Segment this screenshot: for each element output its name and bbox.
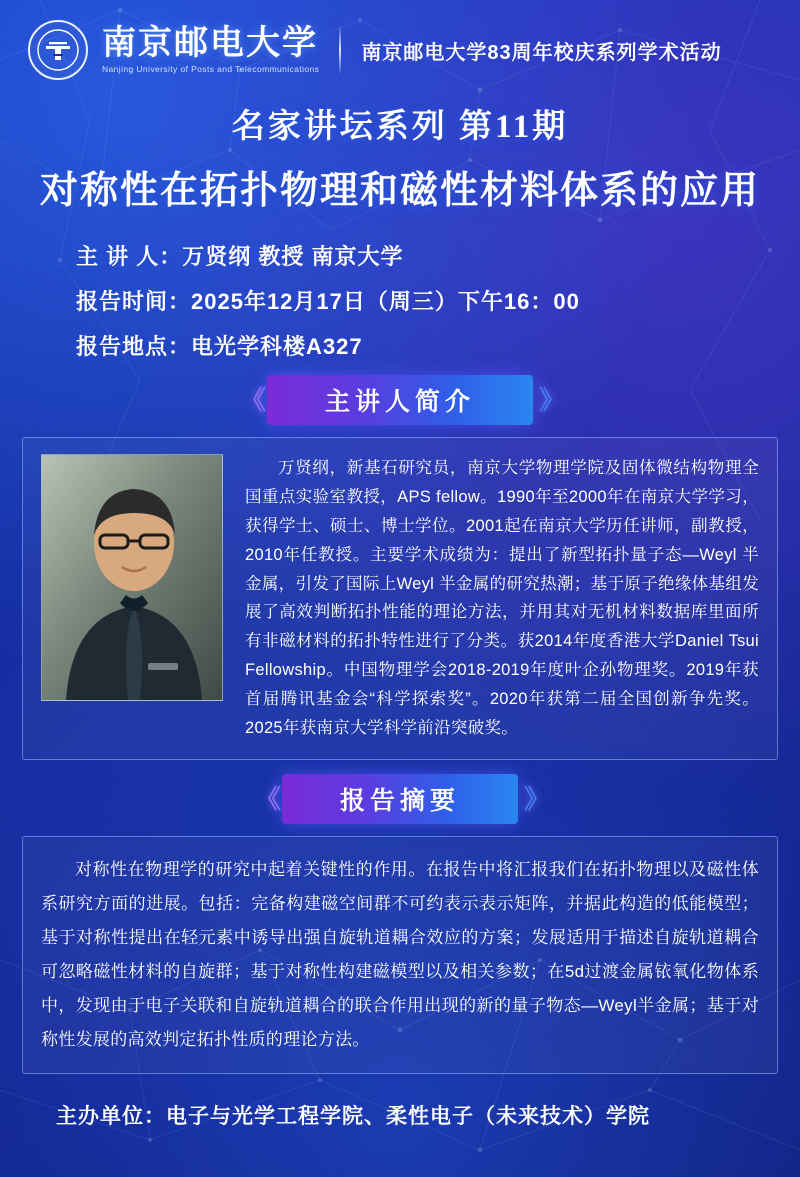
- speaker-bio-text: 万贤纲，新基石研究员，南京大学物理学院及固体微结构物理全国重点实验室教授，APS fellow。1990年至2000年在南京大学学习，获得学士、硕士、博士学位。2001起在南京大学历任讲师，副教授，2010年任教授。主要学术成绩为：提出了新型拓扑量子态—Weyl 半金属，引发了国际上Weyl 半金属的研究热潮；基于原子绝缘体基组发展了高效判断拓扑性能的理论方法，并用其对无机材料数据库里面所有非磁材料的拓扑特性进行了分类。获2014年度香港大学Daniel Tsui Fellowship。中国物理学会2018-2019年度叶企孙物理奖。2019年获首届腾讯基金会“科学探索奖”。2020年获第二届全国创新争先奖。2025年获南京大学科学前沿突破奖。: [245, 459, 759, 737]
- lecture-main-title: 对称性在拓扑物理和磁性材料体系的应用: [39, 170, 760, 212]
- abstract-ribbon: [282, 774, 518, 824]
- abstract-heading: [22, 774, 778, 824]
- speaker-bio-heading-label: 主讲人简介: [324, 389, 475, 416]
- organizer-footer: 主办单位：电子与光学工程学院、柔性电子（未来技术）学院: [56, 1104, 650, 1128]
- info-speaker: 主 讲 人：万贤纲 教授 南京大学: [76, 244, 404, 269]
- lecture-series-title: 名家讲坛系列 第11期: [231, 109, 569, 145]
- info-place: 报告地点：电光学科楼A327: [76, 334, 363, 359]
- poster-header: [22, 12, 778, 94]
- chevron-right-icon-2: 》: [524, 783, 546, 814]
- university-crest-icon: [28, 20, 88, 80]
- speaker-bio-ribbon: [267, 375, 533, 425]
- abstract-panel: [22, 836, 778, 1074]
- chevron-left-icon: 《: [239, 385, 261, 415]
- university-wordmark: [102, 24, 320, 74]
- chevron-left-icon-2: 《: [254, 783, 276, 814]
- header-divider: [339, 27, 341, 73]
- title-block: [22, 100, 778, 214]
- lecture-info: [76, 240, 778, 361]
- speaker-bio-panel: [22, 437, 778, 760]
- speaker-portrait: [41, 454, 223, 701]
- abstract-text: 对称性在物理学的研究中起着关键性的作用。在报告中将汇报我们在拓扑物理以及磁性体系研究方面的进展。包括：完备构建磁空间群不可约表示表示矩阵，并据此构造的低能模型；基于对称性提出在轻元素中诱导出强自旋轨道耦合效应的方案；发展适用于描述自旋轨道耦合可忽略磁性材料的自旋群；基于对称性构建磁模型以及相关参数；在5d过渡金属铱氧化物体系中，发现由于电子关联和自旋轨道耦合的联合作用出现的新的量子物态—Weyl半金属；基于对称性发展的高效判定拓扑性质的理论方法。: [41, 859, 759, 1049]
- abstract-heading-label: 报告摘要: [339, 787, 460, 815]
- info-time: 报告时间：2025年12月17日（周三）下午16：00: [76, 289, 580, 314]
- poster-content: [22, 12, 778, 1130]
- university-name-cn: 南京邮电大学: [102, 24, 318, 62]
- university-name-en: Nanjing University of Posts and Telecommunications: [102, 63, 320, 74]
- header-subtitle: 南京邮电大学83周年校庆系列学术活动: [361, 41, 722, 64]
- speaker-bio-heading: [22, 375, 778, 425]
- chevron-right-icon: 》: [539, 385, 561, 415]
